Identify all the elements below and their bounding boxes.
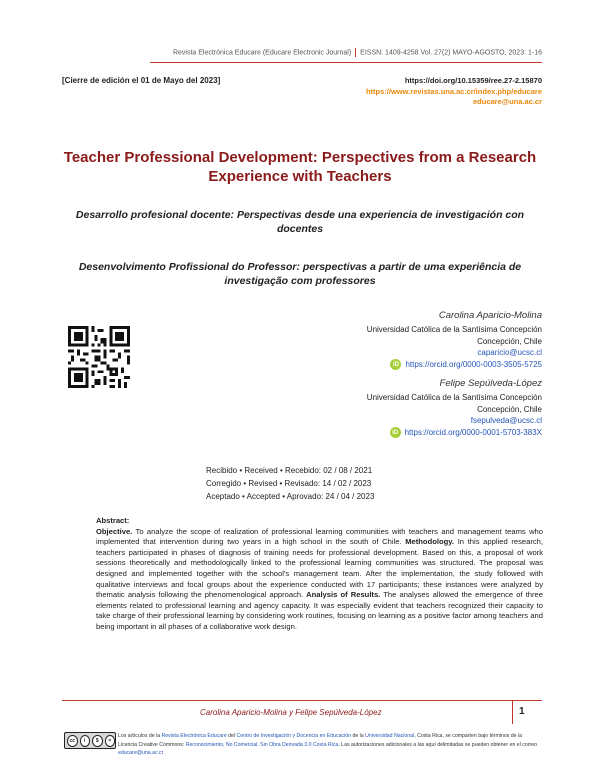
journal-link[interactable]: Revista Electrónica Educare xyxy=(161,733,227,739)
author-1-email[interactable]: caparicio@ucsc.cl xyxy=(477,348,542,357)
author-1-affiliation xyxy=(367,324,542,348)
license-text: . Las autorizaciones adicionales a las aquí delimitadas se pueden obtener en el correo xyxy=(338,741,537,748)
journal-email-link[interactable]: educare@una.ac.cr xyxy=(472,97,542,106)
article-title: Teacher Professional Development: Perspectives from a Research Experience with Teachers xyxy=(63,149,537,185)
orcid-icon: iD xyxy=(390,359,401,370)
license-text: del xyxy=(226,733,237,739)
license-text: Los artículos de la xyxy=(118,733,162,739)
objective-text: To analyze the scope of realization of professional learning communities with teachers and management teams who implemented that intervention during two years in a high school in the south of Chile. xyxy=(96,526,543,547)
page-number-separator xyxy=(512,700,513,724)
running-header xyxy=(150,48,542,57)
author-2-orcid[interactable] xyxy=(390,427,542,438)
author-1-institution: Universidad Católica de la Santísima Concepción xyxy=(366,325,542,334)
nd-icon: = xyxy=(105,735,116,747)
author-2-affiliation xyxy=(367,392,542,416)
subtitle-portuguese: Desenvolvimento Profissional do Professor: perspectivas a partir de uma experiência de investigação com professores xyxy=(78,261,522,287)
author-1-name: Carolina Aparicio-Molina xyxy=(438,310,542,321)
issue-info: EISSN: 1409-4258 Vol. 27(2) MAYO-AGOSTO, 2023: 1-16 xyxy=(360,49,542,57)
qr-code xyxy=(68,326,130,388)
header-separator xyxy=(355,48,356,57)
revised-date: Corregido • Revised • Revisado: 14 / 02 / 2023 xyxy=(206,479,372,488)
author-2-name: Felipe Sepúlveda-López xyxy=(439,378,542,389)
license-link[interactable]: Reconocimiento, No Comercial, Sin Obra Derivada 3.0 Costa Rica xyxy=(185,741,339,748)
author-1-orcid-link[interactable]: https://orcid.org/0000-0003-3505-5725 xyxy=(405,360,542,369)
header-rule xyxy=(150,62,542,63)
by-icon: i xyxy=(80,735,91,747)
license-text: , Costa Rica, se comparten bajo términos de la Licencia Creative Commons: xyxy=(118,733,523,748)
footer-authors: Carolina Aparicio-Molina y Felipe Sepúlveda-López xyxy=(200,708,382,717)
license-notice xyxy=(118,732,542,758)
cc-icon: cc xyxy=(67,735,78,747)
abstract-heading: Abstract: xyxy=(96,516,130,525)
methodology-label: Methodology. xyxy=(401,537,455,547)
author-1-city: Concepción, Chile xyxy=(477,337,542,346)
orcid-icon: iD xyxy=(390,427,401,438)
author-1-orcid[interactable] xyxy=(390,359,542,370)
author-2-email[interactable]: fsepulveda@ucsc.cl xyxy=(470,416,542,425)
abstract xyxy=(96,516,543,633)
cide-link[interactable]: Centro de Investigación y Docencia en Educación xyxy=(236,733,352,739)
submission-dates xyxy=(206,464,374,503)
contact-email-link[interactable]: educare@una.ac.cr xyxy=(118,750,164,756)
author-2-institution: Universidad Católica de la Santísima Concepción xyxy=(366,393,542,402)
received-date: Recibido • Received • Recebido: 02 / 08 / 2021 xyxy=(206,466,373,475)
objective-label: Objective. xyxy=(96,526,133,536)
nc-icon: $ xyxy=(92,735,103,747)
page-number: 1 xyxy=(519,706,525,717)
author-2-city: Concepción, Chile xyxy=(477,405,542,414)
journal-site-link[interactable]: https://www.revistas.una.ac.cr/index.php/educare xyxy=(365,86,542,96)
subtitle-spanish: Desarrollo profesional docente: Perspectivas desde una experiencia de investigación con docentes xyxy=(75,209,525,235)
license-text: de la xyxy=(351,733,366,739)
una-link[interactable]: Universidad Nacional xyxy=(365,733,415,739)
author-2-orcid-link[interactable]: https://orcid.org/0000-0001-5703-383X xyxy=(404,428,542,437)
edition-close-note: [Cierre de edición el 01 de Mayo del 2023] xyxy=(62,76,221,85)
results-text: The analyses allowed the emergence of three elements related to professional learning and agency capacity. It was especially evident that teachers recognized their capacity to take charge of their professional learning by considering work routines, focusing on learning as a positive factor among teachers and being important in all phases of a collaborative work design. xyxy=(96,590,543,631)
results-label: Analysis of Results. xyxy=(303,590,381,600)
creative-commons-badge[interactable] xyxy=(64,732,116,749)
methodology-text: In this applied research, teachers participated in phases of diagnosis of training needs for professional development. Based on this, a proposal of work sessions theoretically and methodologically linked to the professional learning communities was structured. The proposal was designed and implemented together with the school's management team. After the implementation, the study followed with qualitative interviews and focal groups about the experience conducted with 17 participants; these instances were analyzed by thematic analysis following the phenomenological approach. xyxy=(96,537,543,600)
doi-link[interactable]: https://doi.org/10.15359/ree.27-2.15870 xyxy=(404,76,542,85)
accepted-date: Aceptado • Accepted • Aprovado: 24 / 04 / 2023 xyxy=(206,492,375,501)
footer-rule xyxy=(62,700,542,701)
journal-links xyxy=(366,76,542,108)
journal-name: Revista Electrónica Educare (Educare Electronic Journal) xyxy=(172,49,352,57)
